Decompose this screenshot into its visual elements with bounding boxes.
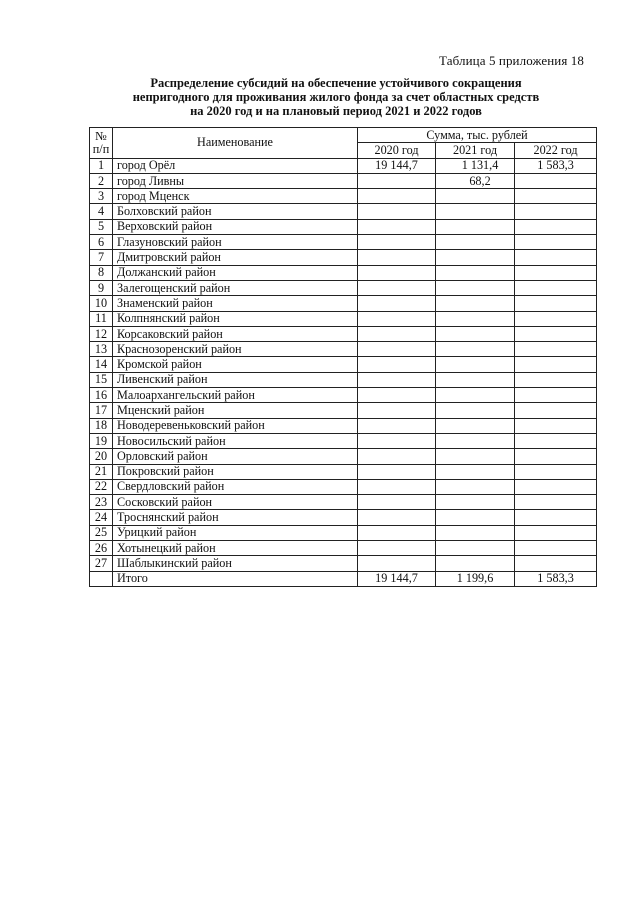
- row-name: Кромской район: [113, 357, 358, 372]
- row-value-2021: [436, 280, 515, 295]
- row-value-2020: [358, 495, 436, 510]
- table-row: [90, 189, 597, 204]
- row-number: 21: [90, 464, 113, 479]
- row-value-2020: [358, 479, 436, 494]
- row-number: 2: [90, 173, 113, 188]
- row-value-2021: [436, 556, 515, 571]
- row-number: 3: [90, 189, 113, 204]
- row-number: 4: [90, 204, 113, 219]
- row-value-2022: [515, 173, 597, 188]
- row-value-2022: [515, 525, 597, 540]
- header-2020: 2020 год: [358, 143, 436, 158]
- row-value-2021: [436, 204, 515, 219]
- row-name: Колпнянский район: [113, 311, 358, 326]
- row-value-2021: [436, 342, 515, 357]
- row-value-2022: [515, 541, 597, 556]
- row-value-2022: 1 583,3: [515, 158, 597, 173]
- row-value-2021: [436, 510, 515, 525]
- table-row: [90, 280, 597, 295]
- row-value-2021: [436, 372, 515, 387]
- row-number: 13: [90, 342, 113, 357]
- row-value-2022: [515, 403, 597, 418]
- row-value-2021: [436, 449, 515, 464]
- row-value-2022: [515, 189, 597, 204]
- row-value-2021: [436, 189, 515, 204]
- total-label: Итого: [113, 571, 358, 586]
- row-value-2022: [515, 449, 597, 464]
- row-value-2022: [515, 296, 597, 311]
- table-row: [90, 433, 597, 448]
- row-number: 18: [90, 418, 113, 433]
- row-value-2022: [515, 388, 597, 403]
- row-value-2022: [515, 556, 597, 571]
- row-value-2021: [436, 479, 515, 494]
- title-line-3: на 2020 год и на плановый период 2021 и 2022 годов: [190, 104, 482, 118]
- row-number: 7: [90, 250, 113, 265]
- row-value-2022: [515, 265, 597, 280]
- row-name: город Орёл: [113, 158, 358, 173]
- table-row: [90, 464, 597, 479]
- row-number: 6: [90, 235, 113, 250]
- row-value-2022: [515, 219, 597, 234]
- row-number: 24: [90, 510, 113, 525]
- table-row: [90, 296, 597, 311]
- row-number: 23: [90, 495, 113, 510]
- row-value-2021: [436, 326, 515, 341]
- row-value-2021: [436, 418, 515, 433]
- row-name: Шаблыкинский район: [113, 556, 358, 571]
- table-row: [90, 495, 597, 510]
- row-value-2021: [436, 357, 515, 372]
- total-row: [90, 571, 597, 586]
- row-value-2022: [515, 235, 597, 250]
- row-value-2021: [436, 495, 515, 510]
- row-name: Сосковский район: [113, 495, 358, 510]
- row-name: Урицкий район: [113, 525, 358, 540]
- row-value-2020: [358, 280, 436, 295]
- total-2022: 1 583,3: [515, 571, 597, 586]
- row-value-2021: [436, 250, 515, 265]
- row-name: Знаменский район: [113, 296, 358, 311]
- row-number: 27: [90, 556, 113, 571]
- row-name: Дмитровский район: [113, 250, 358, 265]
- row-name: Должанский район: [113, 265, 358, 280]
- table-row: [90, 311, 597, 326]
- header-number-line2: п/п: [92, 141, 110, 156]
- row-number: 5: [90, 219, 113, 234]
- header-name: Наименование: [113, 128, 358, 159]
- row-value-2021: 68,2: [436, 173, 515, 188]
- row-value-2020: [358, 326, 436, 341]
- row-value-2021: [436, 403, 515, 418]
- row-value-2020: [358, 173, 436, 188]
- row-name: Краснозоренский район: [113, 342, 358, 357]
- row-name: Новодеревеньковский район: [113, 418, 358, 433]
- row-number: 1: [90, 158, 113, 173]
- table-row: [90, 219, 597, 234]
- row-value-2022: [515, 464, 597, 479]
- row-name: Верховский район: [113, 219, 358, 234]
- row-value-2020: [358, 403, 436, 418]
- row-value-2020: [358, 250, 436, 265]
- row-value-2020: [358, 357, 436, 372]
- row-value-2020: [358, 219, 436, 234]
- row-value-2022: [515, 326, 597, 341]
- table-row: [90, 265, 597, 280]
- row-value-2020: [358, 449, 436, 464]
- row-value-2022: [515, 280, 597, 295]
- header-2021: 2021 год: [436, 143, 515, 158]
- row-name: Новосильский район: [113, 433, 358, 448]
- row-value-2022: [515, 342, 597, 357]
- table-row: [90, 250, 597, 265]
- header-number-line1: №: [95, 128, 107, 143]
- row-value-2020: [358, 372, 436, 387]
- row-value-2020: [358, 464, 436, 479]
- row-number: 10: [90, 296, 113, 311]
- row-number: 17: [90, 403, 113, 418]
- table-row: [90, 372, 597, 387]
- row-value-2022: [515, 250, 597, 265]
- row-number: 16: [90, 388, 113, 403]
- appendix-label: Таблица 5 приложения 18: [439, 53, 584, 68]
- row-value-2022: [515, 495, 597, 510]
- table-row: [90, 173, 597, 188]
- table-row: [90, 541, 597, 556]
- table-row: [90, 158, 597, 173]
- row-name: Мценский район: [113, 403, 358, 418]
- row-number: 12: [90, 326, 113, 341]
- row-number: 11: [90, 311, 113, 326]
- title-line-2: непригодного для проживания жилого фонда за счет областных средств: [132, 90, 540, 104]
- row-value-2020: [358, 556, 436, 571]
- row-value-2021: [436, 525, 515, 540]
- row-value-2020: [358, 189, 436, 204]
- table-row: [90, 449, 597, 464]
- subsidy-table: [89, 127, 597, 587]
- row-value-2021: [436, 296, 515, 311]
- row-number: 20: [90, 449, 113, 464]
- row-name: Залегощенский район: [113, 280, 358, 295]
- row-value-2021: 1 131,4: [436, 158, 515, 173]
- row-number: 14: [90, 357, 113, 372]
- total-2020: 19 144,7: [358, 571, 436, 586]
- row-value-2020: [358, 510, 436, 525]
- row-name: Троснянский район: [113, 510, 358, 525]
- row-value-2020: [358, 418, 436, 433]
- table-row: [90, 510, 597, 525]
- header-2022: 2022 год: [515, 143, 597, 158]
- row-value-2020: [358, 342, 436, 357]
- table-row: [90, 204, 597, 219]
- document-title: [96, 76, 576, 118]
- total-2021: 1 199,6: [436, 571, 515, 586]
- row-value-2020: [358, 235, 436, 250]
- header-number: [90, 128, 113, 159]
- row-value-2021: [436, 464, 515, 479]
- row-number: 9: [90, 280, 113, 295]
- row-name: Ливенский район: [113, 372, 358, 387]
- row-value-2022: [515, 479, 597, 494]
- total-number-cell: [90, 571, 113, 586]
- row-value-2020: [358, 433, 436, 448]
- row-number: 8: [90, 265, 113, 280]
- table-row: [90, 525, 597, 540]
- row-value-2022: [515, 357, 597, 372]
- row-name: Покровский район: [113, 464, 358, 479]
- row-name: город Ливны: [113, 173, 358, 188]
- row-value-2022: [515, 372, 597, 387]
- row-name: Глазуновский район: [113, 235, 358, 250]
- row-value-2020: [358, 296, 436, 311]
- row-number: 26: [90, 541, 113, 556]
- row-number: 25: [90, 525, 113, 540]
- table-row: [90, 418, 597, 433]
- row-value-2020: 19 144,7: [358, 158, 436, 173]
- row-number: 19: [90, 433, 113, 448]
- row-name: Корсаковский район: [113, 326, 358, 341]
- row-value-2022: [515, 204, 597, 219]
- row-value-2021: [436, 541, 515, 556]
- row-value-2020: [358, 204, 436, 219]
- row-name: Свердловский район: [113, 479, 358, 494]
- row-value-2021: [436, 219, 515, 234]
- table-row: [90, 326, 597, 341]
- row-name: Болховский район: [113, 204, 358, 219]
- table-row: [90, 403, 597, 418]
- row-value-2022: [515, 433, 597, 448]
- table-row: [90, 388, 597, 403]
- row-value-2021: [436, 311, 515, 326]
- table-row: [90, 479, 597, 494]
- row-name: город Мценск: [113, 189, 358, 204]
- row-value-2021: [436, 388, 515, 403]
- row-value-2022: [515, 311, 597, 326]
- row-name: Орловский район: [113, 449, 358, 464]
- row-value-2020: [358, 311, 436, 326]
- table-row: [90, 357, 597, 372]
- table-row: [90, 342, 597, 357]
- row-number: 22: [90, 479, 113, 494]
- row-value-2020: [358, 388, 436, 403]
- table-body: [90, 158, 597, 571]
- row-value-2020: [358, 525, 436, 540]
- table-row: [90, 556, 597, 571]
- row-value-2020: [358, 541, 436, 556]
- row-value-2021: [436, 265, 515, 280]
- title-line-1: Распределение субсидий на обеспечение устойчивого сокращения: [150, 76, 522, 90]
- table-row: [90, 235, 597, 250]
- row-value-2021: [436, 235, 515, 250]
- row-number: 15: [90, 372, 113, 387]
- header-sum: Сумма, тыс. рублей: [358, 128, 597, 143]
- row-value-2020: [358, 265, 436, 280]
- row-name: Хотынецкий район: [113, 541, 358, 556]
- row-value-2021: [436, 433, 515, 448]
- row-name: Малоархангельский район: [113, 388, 358, 403]
- row-value-2022: [515, 418, 597, 433]
- row-value-2022: [515, 510, 597, 525]
